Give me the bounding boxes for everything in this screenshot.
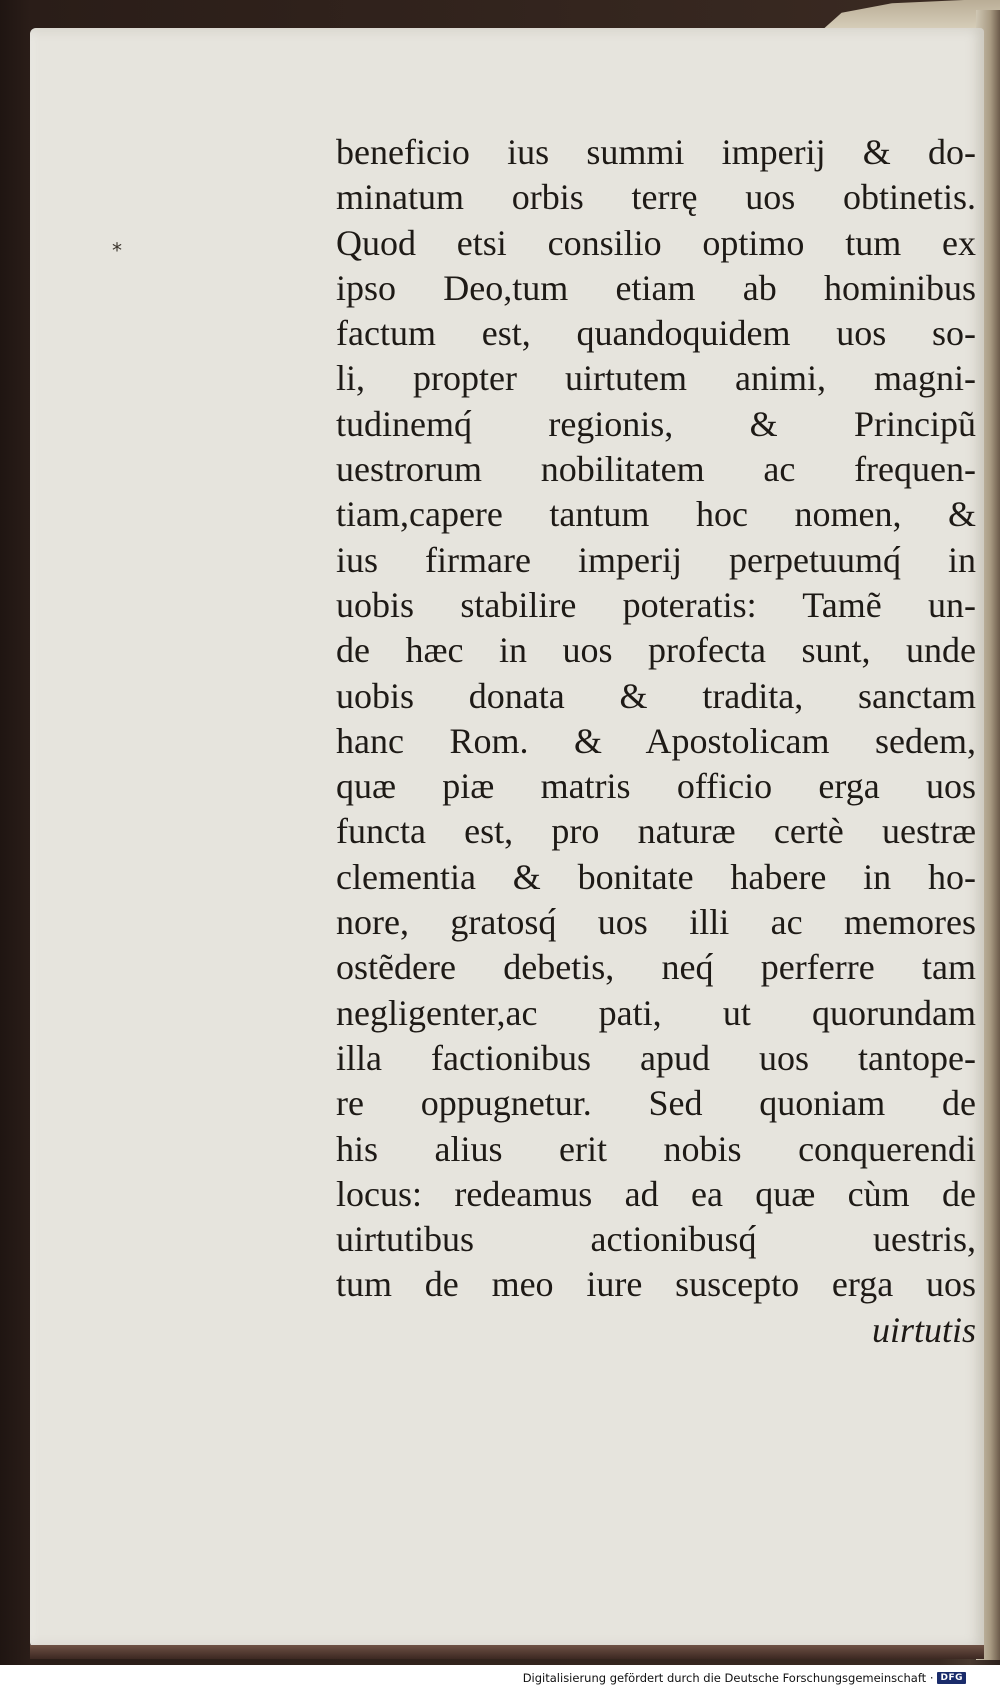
text-line: tum de meo iure suscepto erga uos [336, 1264, 976, 1305]
text-line: quæ piæ matris officio erga uos [336, 766, 976, 807]
text-line: illa factionibus apud uos tantope- [336, 1037, 976, 1078]
text-line: uestrorum nobilitatem ac frequen- [336, 449, 976, 490]
text-line: ipso Deo,tum etiam ab hominibus [336, 267, 976, 308]
digitization-footer [523, 1671, 966, 1685]
margin-mark: ⁎ [112, 232, 122, 256]
text-line: uobis donata & tradita, sanctam [336, 675, 976, 716]
text-line: uirtutibus actionibusq́ uestris, [336, 1219, 976, 1260]
text-line: ostẽdere debetis, neq́ perferre tam [336, 947, 976, 988]
text-line: beneficio ius summi imperij & do- [336, 132, 976, 172]
text-line: Quod etsi consilio optimo tum ex [336, 222, 976, 263]
text-line: re oppugnetur. Sed quoniam de [336, 1083, 976, 1124]
text-line: nore, gratosq́ uos illi ac memores [336, 902, 976, 943]
dfg-logo: DFG [937, 1672, 966, 1684]
text-line: his alius erit nobis conquerendi [336, 1128, 976, 1169]
text-line: negligenter,ac pati, ut quorundam [336, 992, 976, 1033]
text-line: uobis stabilire poteratis: Tamẽ un- [336, 584, 976, 625]
book-binding-bottom [30, 1645, 984, 1659]
catchword: uirtutis [871, 1309, 976, 1350]
text-line: locus: redeamus ad ea quæ cùm de [336, 1173, 976, 1214]
text-block [336, 130, 976, 1353]
text-line: clementia & bonitate habere in ho- [336, 856, 976, 897]
text-line: ius firmare imperij perpetuumq́ in [336, 539, 976, 580]
text-line: functa est, pro naturæ certè uestræ [336, 811, 976, 852]
text-line: hanc Rom. & Apostolicam sedem, [336, 720, 976, 761]
text-line: li, propter uirtutem animi, magni- [336, 358, 976, 399]
text-line: tiam,capere tantum hoc nomen, & [336, 494, 976, 535]
text-line: tudinemq́ regionis, & Principũ [336, 403, 976, 444]
footer-text: Digitalisierung gefördert durch die Deutsche Forschungsgemeinschaft · [522, 1671, 934, 1685]
text-line: minatum orbis terrę uos obtinetis. [336, 177, 976, 218]
text-line: de hæc in uos profecta sunt, unde [336, 630, 976, 671]
text-line: factum est, quandoquidem uos so- [336, 313, 976, 354]
